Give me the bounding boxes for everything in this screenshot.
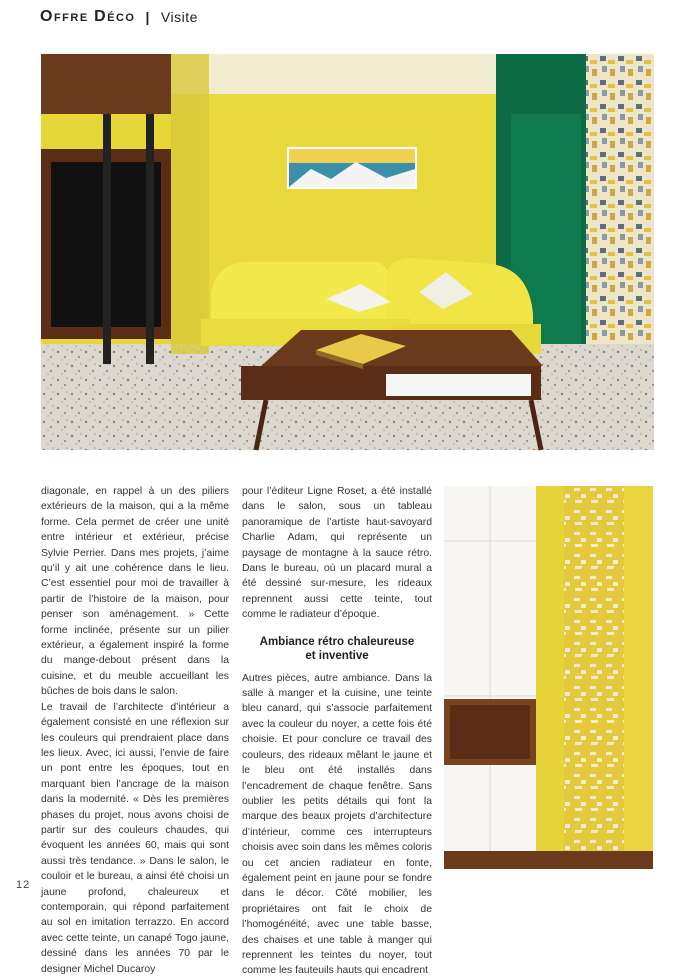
paragraph: Autres pièces, autre ambiance. Dans la salle à manger et la cuisine, une teinte bleu canard, qui s’associe parfaitement avec la couleur du noyer, a cette fois été choisie. Et pour conclure ce travail des couleurs, des rideaux mêlant le jaune et le bleu ont été installés dans l’encadrement de chaque fenêtre. Sans oublier les petits détails qui font la marque des beaux projets d’architecture d’intérieur, comme ces interrupteurs choisis avec soin dans les mêmes coloris ou cet ancien radiateur en fonte, également peint en jaune pour se fondre dans le décor. Côté mobilier, les propriétaires ont fait le choix de l’homogénéité, avec une table basse, des chaises et une table à manger qui reprennent les teintes du noyer, tout comme les fauteuils hauts qui encadrent bbox=[242, 672, 432, 977]
subheading-line: et inventive bbox=[305, 649, 369, 662]
paragraph: pour l’éditeur Ligne Roset, a été installé dans le salon, sous un tableau panoramique de l’artiste haut-savoyard Charlie Adam, qui représente un paysage de montagne à la sauce rétro. Dans le bureau, où un placard mural a été dessiné sur-mesure, les rideaux reprennent aussi cette teinte, tout comme le radiateur d’époque. bbox=[242, 486, 432, 621]
header-separator: | bbox=[145, 9, 151, 25]
paragraph: Le travail de l’architecte d’intérieur a également consisté en une réflexion sur les couleurs qui prendraient place dans les lieux. Avec, ici aussi, l’envie de faire un pont entre les époques, tout en marquant bien l’ancrage de la maison dans la modernité. « Dès les premières phases du projet, nous avons choisi de partir sur des couleurs chaudes, qui évoquent les années 60, mais qui sont aussi très tendance. » Dans le salon, le couloir et le bureau, a ainsi été choisi un jaune profond, chaleureux et contemporain, qui répond parfaitement au sol en imitation terrazzo. En accord avec cette teinte, un canapé Togo jaune, dessiné dans les années 70 par le designer Michel Ducaroy bbox=[41, 701, 229, 975]
article-column-1 bbox=[41, 484, 229, 977]
living-room-photo bbox=[41, 54, 654, 450]
page-number: 12 bbox=[16, 879, 31, 891]
subsection-label: Visite bbox=[160, 9, 198, 25]
page-header bbox=[40, 6, 198, 28]
paragraph: diagonale, en rappel à un des piliers extérieurs de la maison, qui a la même forme. Cela permet de créer une unité entre intérieur et extérieur, précise Sylvie Perrier. Dans mes projets, j’aime qu’il y ait une cohérence dans le lieu. C’est essentiel pour moi de travailler à partir de l’histoire de la maison, pour penser son aménagement. » Cette forme inclinée, présente sur un pilier extérieur, a également inspiré la forme du mange-debout présent dans la cuisine, et du meuble accueillant les bûches de bois dans le salon. bbox=[41, 486, 229, 698]
subheading-line: Ambiance rétro chaleureuse bbox=[259, 635, 415, 648]
section-title: OFFRE DÉCO bbox=[40, 8, 136, 25]
office-cabinet-photo bbox=[444, 486, 653, 869]
article-column-2 bbox=[242, 484, 432, 979]
article-subheading bbox=[242, 635, 432, 663]
living-room-illustration bbox=[41, 54, 654, 450]
office-illustration bbox=[444, 486, 653, 869]
